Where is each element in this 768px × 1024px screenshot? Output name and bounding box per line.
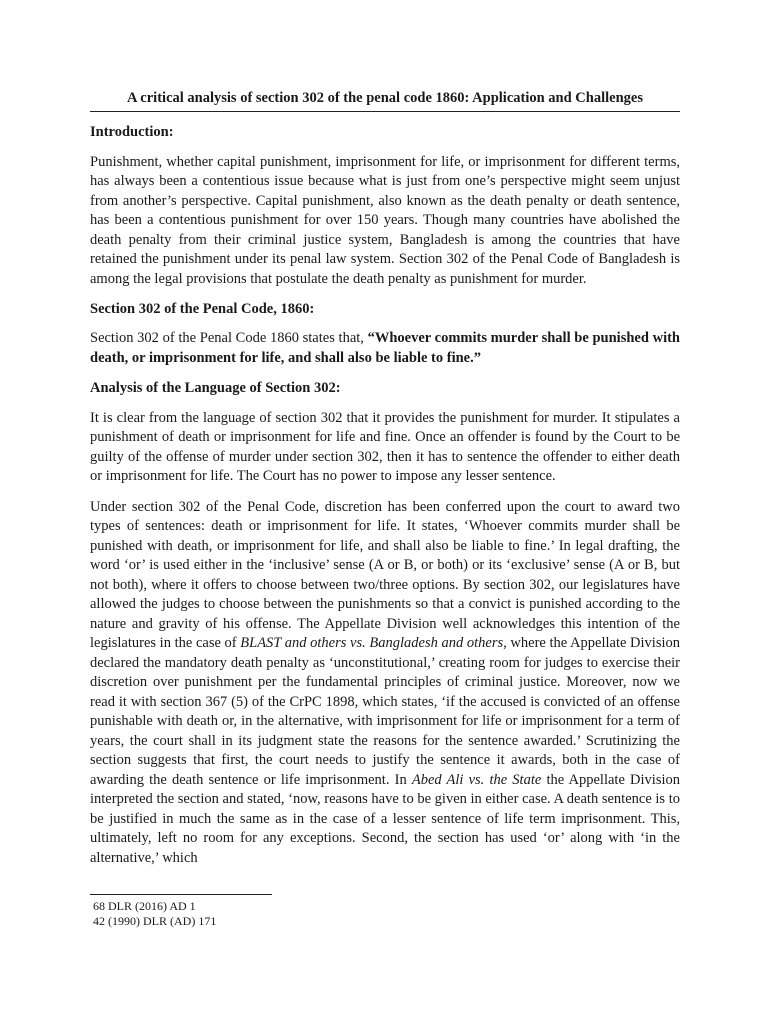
case-citation-blast: BLAST and others vs. Bangladesh and others [240, 635, 504, 652]
footnotes [90, 894, 680, 929]
introduction-paragraph: Punishment, whether capital punishment, imprisonment for life, or imprisonment for different terms, has always been a contentious issue because what is just from one’s perspective might seem unjust from another’s perspective. Capital punishment, also known as the death penalty or death sentence, has been a contentious punishment for over 150 years. Though many countries have abolished the death penalty from their criminal justice system, Bangladesh is among the countries that have retained the punishment under its penal law system. Section 302 of the Penal Code of Bangladesh is among the legal provisions that postulate the death penalty as punishment for murder. [90, 153, 680, 287]
section-302-quote: “Whoever commits murder shall be punished with death, or imprisonment for life, and shall also be liable to fine.” [90, 330, 680, 366]
analysis-text-part-2: , where the Appellate Division declared the mandatory death penalty as ‘unconstitutional,’ creating room for judges to exercise their discretion over punishment per the fundamental principles of criminal justice. Moreover, now we read it with section 367 (5) of the CrPC 1898, which states, ‘if the accused is convicted of an offense punishable with death or, in the alternative, with imprisonment for life or imprisonment for a term of years, the court shall in its judgment state the reasons for the sentence awarded.’ Scrutinizing the section suggests that first, the court needs to justify the sentence it awards, both in the case of awarding the death sentence or life imprisonment. In [90, 635, 681, 788]
section-302-paragraph [90, 329, 680, 368]
section-heading-section-302: Section 302 of the Penal Code, 1860: [90, 301, 315, 318]
footnote-separator [90, 894, 272, 895]
analysis-paragraph-1: It is clear from the language of section 302 that it provides the punishment for murder. It stipulates a punishment of death or imprisonment for life and fine. Once an offender is found by the Court to be guilty of the offense of murder under section 302, then it has to sentence the offender to either death or imprisonment for life. The Court has no power to impose any lesser sentence. [90, 409, 680, 485]
document-page [90, 88, 680, 868]
analysis-text-part-1: Under section 302 of the Penal Code, discretion has been conferred upon the court to award two types of sentences: death or imprisonment for life. It states, ‘Whoever commits murder shall be punished with death, or imprisonment for life, and shall also be liable to fine.’ In legal drafting, the word ‘or’ is used either in the ‘inclusive’ sense (A or B, or both) or its ‘exclusive’ sense (A or B, but not both), where it offers to choose between two/three options. By section 302, our legislatures have allowed the judges to choose between the punishments so that a convict is punished according to the nature and gravity of his offense. The Appellate Division well acknowledges this intention of the legislatures in the case of [90, 498, 680, 652]
footnote-1: 68 DLR (2016) AD 1 [93, 899, 196, 913]
document-title: A critical analysis of section 302 of the penal code 1860: Application and Challenges [90, 88, 680, 112]
section-heading-analysis: Analysis of the Language of Section 302: [90, 380, 341, 397]
section-302-lead-text: Section 302 of the Penal Code 1860 states that, [90, 330, 368, 347]
analysis-text-part-3: the Appellate Division interpreted the section and stated, ‘now, reasons have to be given in either case. A death sentence is to be justified in much the same as in the case of a lesser sentence of life term imprisonment. This, ultimately, left no room for any exceptions. Second, the section has used ‘or’ along with ‘in the alternative,’ which [90, 771, 680, 866]
case-citation-abed-ali: Abed Ali vs. the State [411, 771, 542, 788]
footnote-2: 42 (1990) DLR (AD) 171 [93, 914, 217, 928]
section-heading-introduction: Introduction: [90, 124, 174, 141]
analysis-paragraph-2 [90, 498, 680, 869]
